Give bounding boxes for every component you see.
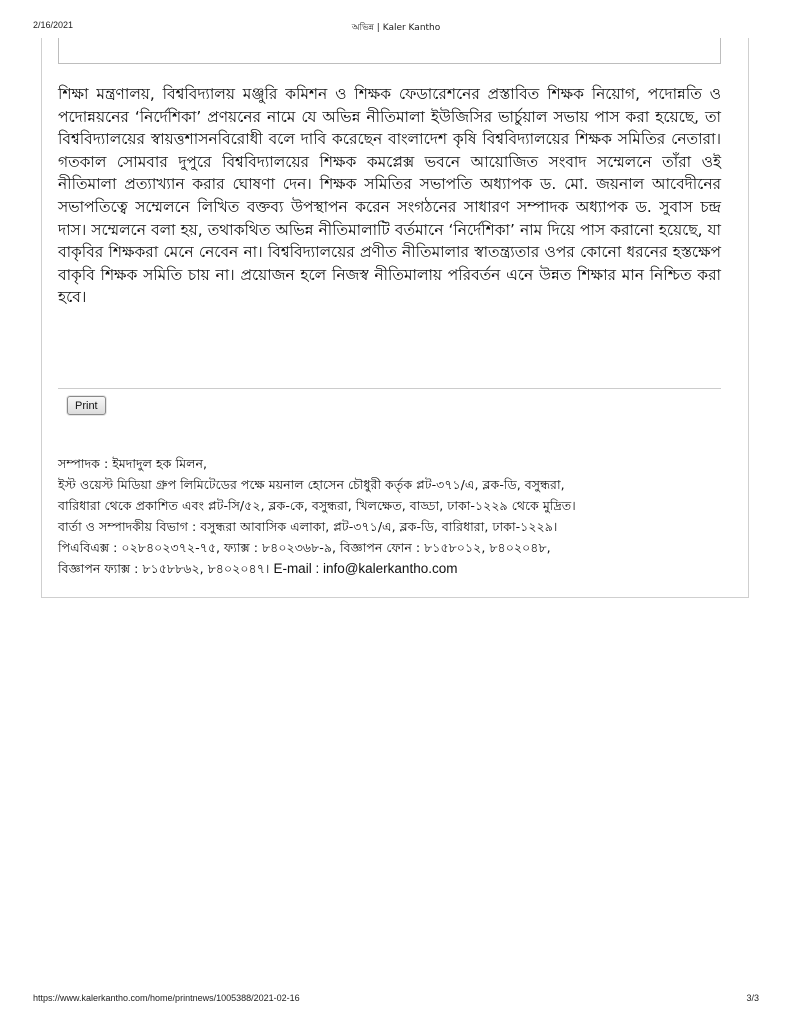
page-url: https://www.kalerkantho.com/home/printnews/1005388/2021-02-16 (33, 993, 300, 1003)
divider (58, 388, 721, 389)
publisher-line-2: বারিধারা থেকে প্রকাশিত এবং প্লট-সি/৫২, ব্লক-কে, বসুন্ধরা, খিলক্ষেত, বাড্ডা, ঢাকা-১২২৯ থেকে মুদ্রিত। (58, 498, 576, 513)
article-body: শিক্ষা মন্ত্রণালয়, বিশ্ববিদ্যালয় মঞ্জুরি কমিশন ও শিক্ষক ফেডারেশনের প্রস্তাবিত শিক্ষক নিয়োগ, পদোন্নতি ও পদোন্নয়নের ‘নির্দেশিকা’ প্রণয়নের নামে যে অভিন্ন নীতিমালা ইউজিসির ভার্চুয়াল সভায় পাস করা হয়েছে, তা বিশ্ববিদ্যালয়ের স্বায়ত্তশাসনবিরোধী বলে দাবি করেছেন বাংলাদেশ কৃষি বিশ্ববিদ্যালয়ের শিক্ষক সমিতির নেতারা। গতকাল সোমবার দুপুরে বিশ্ববিদ্যালয়ের শিক্ষক কমপ্লেক্স ভবনে আয়োজিত সংবাদ সম্মেলনে তাঁরা ওই নীতিমালা প্রত্যাখ্যান করার ঘোষণা দেন। শিক্ষক সমিতির সভাপতি অধ্যাপক ড. মো. জয়নাল আবেদীনের সভাপতিত্বে সম্মেলনে লিখিত বক্তব্য উপস্থাপন করেন সংগঠনের সাধারণ সম্পাদক অধ্যাপক ড. সুবাস চন্দ্র দাস। সম্মেলনে বলা হয়, তথাকথিত অভিন্ন নীতিমালাটি বর্তমানে ‘নির্দেশিকা’ নাম দিয়ে পাস করানো হয়েছে, যা বাকৃবির শিক্ষকরা মেনে নেবেন না। বিশ্ববিদ্যালয়ের প্রণীত নীতিমালার স্বাতন্ত্র্যতার ওপর কোনো ধরনের হস্তক্ষেপ বাকৃবি শিক্ষক সমিতি চায় না। প্রয়োজন হলে নিজস্ব নীতিমালায় পরিবর্তন এনে উন্নত শিক্ষার মান নিশ্চিত করা হবে। (58, 85, 721, 307)
page-number: 3/3 (746, 993, 759, 1003)
print-footer (33, 993, 759, 1007)
previous-content-box (58, 38, 721, 64)
editor-line: সম্পাদক : ইমদাদুল হক মিলন, (58, 456, 207, 471)
publisher-footer (58, 453, 738, 579)
print-header (33, 20, 759, 34)
email-link[interactable]: E-mail : info@kalerkantho.com (273, 561, 458, 576)
ad-contact-line (58, 558, 738, 579)
ad-fax: বিজ্ঞাপন ফ্যাক্স : ৮১৫৮৮৬২, ৮৪০২০৪৭। (58, 561, 270, 576)
print-page-title: অভিন্ন | Kaler Kantho (351, 23, 441, 33)
print-button[interactable]: Print (67, 396, 106, 415)
phone-line: পিএবিএক্স : ০২৮৪০২৩৭২-৭৫, ফ্যাক্স : ৮৪০২৩৬৮-৯, বিজ্ঞাপন ফোন : ৮১৫৮০১২, ৮৪০২০৪৮, (58, 540, 551, 555)
print-date: 2/16/2021 (33, 20, 74, 30)
office-address: বার্তা ও সম্পাদকীয় বিভাগ : বসুন্ধরা আবাসিক এলাকা, প্লট-৩৭১/এ, ব্লক-ডি, বারিধারা, ঢাকা-১২২৯। (58, 519, 558, 534)
publisher-line-1: ইস্ট ওয়েস্ট মিডিয়া গ্রুপ লিমিটেডের পক্ষে ময়নাল হোসেন চৌধুরী কর্তৃক প্লট-৩৭১/এ, ব্লক-ডি, বসুন্ধরা, (58, 477, 565, 492)
